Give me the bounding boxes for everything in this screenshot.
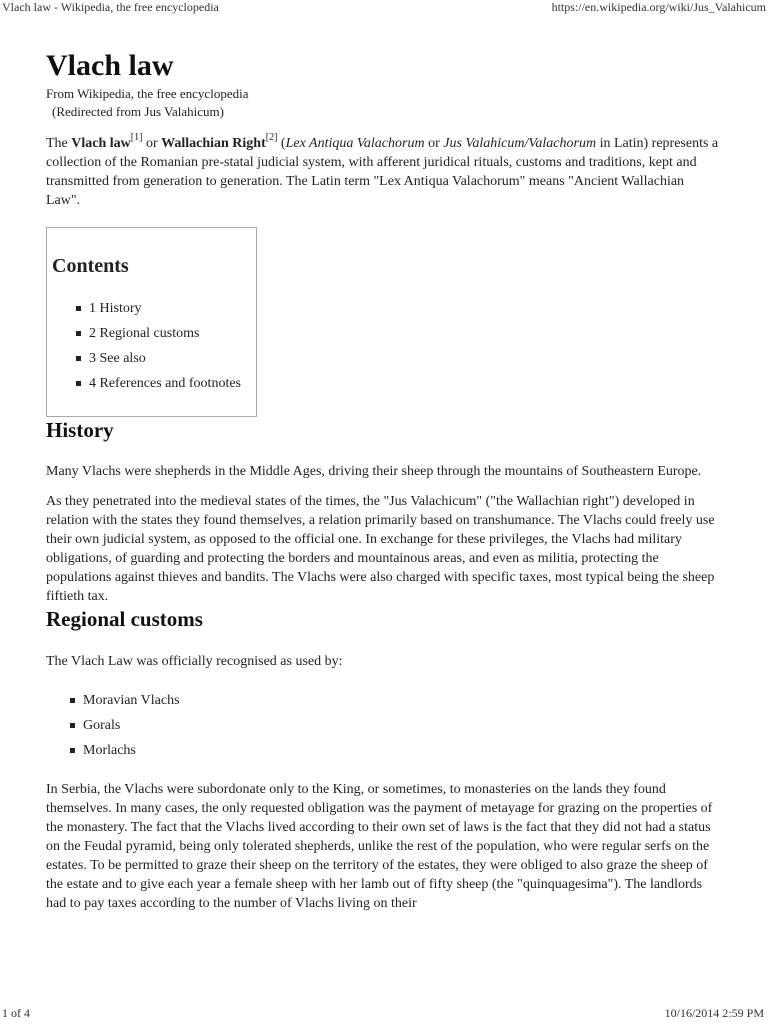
redirect-notice bbox=[52, 103, 721, 120]
site-tagline: From Wikipedia, the free encyclopedia bbox=[46, 86, 249, 101]
print-header bbox=[0, 0, 768, 16]
print-footer bbox=[0, 1006, 768, 1022]
list-item[interactable]: Moravian Vlachs bbox=[46, 688, 721, 713]
heading-history: History bbox=[46, 418, 114, 442]
article-content bbox=[46, 48, 721, 913]
term-vlach-law: Vlach law bbox=[71, 136, 131, 151]
ref-2-link[interactable]: [2] bbox=[265, 132, 278, 144]
list-item[interactable]: Gorals bbox=[46, 713, 721, 738]
toc-list bbox=[52, 296, 256, 396]
intro-text: ( bbox=[277, 136, 286, 151]
print-header-page-title: Vlach law - Wikipedia, the free encyclopedia bbox=[2, 0, 219, 14]
ref-1-link[interactable]: [1] bbox=[130, 132, 143, 144]
regional-paragraph-1: The Vlach Law was officially recognised as used by: bbox=[46, 654, 343, 669]
latin-term-1: Lex Antiqua Valachorum bbox=[285, 136, 425, 151]
intro-text: The bbox=[46, 136, 72, 151]
intro-paragraph bbox=[46, 134, 721, 210]
intro-text: in Latin) represents a collection of the Romanian pre-statal judicial system, with afferent juridical rituals, customs and traditions, kept and transmitted from generation to generation. The Latin term "Lex Antiqua Valachorum" means "Ancient Wallachian Law". bbox=[46, 136, 719, 208]
intro-text: or bbox=[424, 136, 444, 151]
print-header-url: https://en.wikipedia.org/wiki/Jus_Valahicum bbox=[551, 0, 766, 14]
toc-item-references[interactable]: 4 References and footnotes bbox=[52, 371, 256, 396]
history-paragraph-1: Many Vlachs were shepherds in the Middle Ages, driving their sheep through the mountains of Southeastern Europe. bbox=[46, 464, 702, 479]
list-item[interactable]: Morlachs bbox=[46, 738, 721, 763]
latin-term-2: Jus Valahicum/Valachorum bbox=[443, 136, 597, 151]
regional-paragraph-2: In Serbia, the Vlachs were subordonate only to the King, or sometimes, to monasteries on the lands they found themselves. In many cases, the only requested obligation was the payment of metayage for grazing on the properties of the monastery. The fact that the Vlachs lived according to their own set of laws is the fact that they did not had a status on the Feudal pyramid, being only tolerated shepherds, unlike the rest of the population, who were regular serfs on the estates. To be permitted to graze their sheep on the territory of the estates, they were obliged to also graze the sheep of the estate and to give each year a female sheep with her lamb out of fifty sheep (the "quinquagesima"). The landlords had to pay taxes according to the number of Vlachs living on their bbox=[46, 782, 713, 911]
redirect-link[interactable]: (Redirected from Jus Valahicum) bbox=[52, 104, 224, 119]
page-count: 1 of 4 bbox=[2, 1006, 30, 1020]
table-of-contents bbox=[46, 227, 257, 417]
regional-list bbox=[46, 688, 721, 763]
toc-item-history[interactable]: 1 History bbox=[52, 296, 256, 321]
toc-title: Contents bbox=[52, 255, 129, 277]
history-paragraph-2: As they penetrated into the medieval states of the times, the "Jus Valachicum" ("the Wallachian right") developed in relation with the states they found themselves, a relation primarily based on transhumance. The Vlachs could freely use their own judicial system, as opposed to the official one. In exchange for these privileges, the Vlachs had military obligations, of guarding and protecting the borders and mountainous areas, and even as militia, protecting the populations against thieves and bandits. The Vlachs were also charged with specific taxes, most typical being the sheep fiftieth tax. bbox=[46, 494, 715, 604]
intro-text: or bbox=[142, 136, 162, 151]
toc-item-regional-customs[interactable]: 2 Regional customs bbox=[52, 321, 256, 346]
heading-regional-customs: Regional customs bbox=[46, 607, 203, 631]
page-title: Vlach law bbox=[46, 49, 174, 82]
print-timestamp: 10/16/2014 2:59 PM bbox=[664, 1006, 764, 1020]
term-wallachian-right: Wallachian Right bbox=[161, 136, 266, 151]
toc-item-see-also[interactable]: 3 See also bbox=[52, 346, 256, 371]
